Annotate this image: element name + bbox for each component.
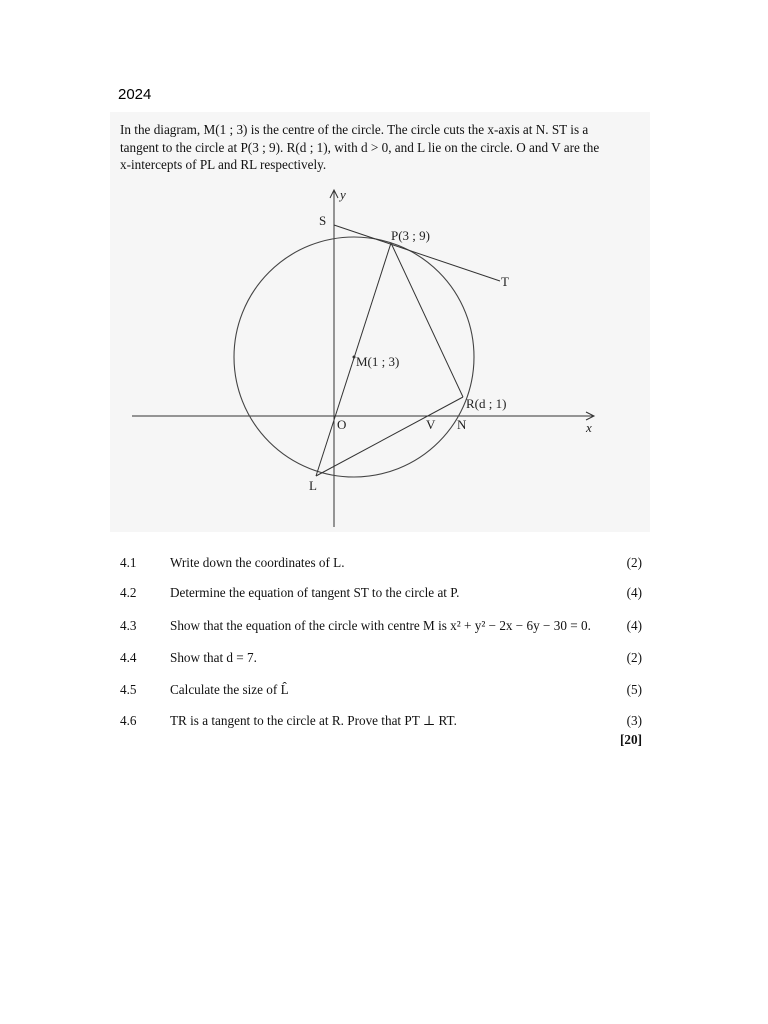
question-marks: (2) <box>626 650 642 665</box>
year-heading: 2024 <box>118 86 152 103</box>
question-text: Show that the equation of the circle with centre M is x² + y² − 2x − 6y − 30 = 0. <box>170 618 591 633</box>
question-marks: (2) <box>626 555 642 570</box>
question-4-1 <box>120 555 650 577</box>
label-p: P(3 ; 9) <box>391 228 430 243</box>
intro-line-2: tangent to the circle at P(3 ; 9). R(d ; 1), with d > 0, and L lie on the circle. O and V are the <box>120 139 600 155</box>
question-marks: (4) <box>626 618 642 633</box>
intro-line-3: x-intercepts of PL and RL respectively. <box>120 157 327 172</box>
question-4-3 <box>120 618 650 640</box>
question-number: 4.3 <box>120 618 137 633</box>
question-number: 4.1 <box>120 555 137 570</box>
question-4-5 <box>120 682 650 704</box>
question-text: Determine the equation of tangent ST to the circle at P. <box>170 585 460 600</box>
question-text: Write down the coordinates of L. <box>170 555 345 570</box>
question-number: 4.5 <box>120 682 137 697</box>
label-r: R(d ; 1) <box>466 396 507 411</box>
question-4-4 <box>120 650 650 672</box>
label-y-axis: y <box>340 187 346 202</box>
question-text: Calculate the size of L̂ <box>170 682 289 697</box>
intro-line-1: In the diagram, M(1 ; 3) is the centre of the circle. The circle cuts the x-axis at N. ST is a <box>120 122 589 137</box>
question-number: 4.2 <box>120 585 137 600</box>
label-t: T <box>501 274 509 289</box>
question-number: 4.4 <box>120 650 137 665</box>
question-4-2 <box>120 585 650 607</box>
question-marks: (3) <box>626 713 642 728</box>
line-pr <box>391 243 463 397</box>
total-marks: [20] <box>620 732 642 747</box>
question-marks: (4) <box>626 585 642 600</box>
question-4-6 <box>120 713 650 735</box>
label-x-axis: x <box>586 420 592 435</box>
label-o: O <box>337 417 347 432</box>
label-m: M(1 ; 3) <box>356 354 400 369</box>
question-text: TR is a tangent to the circle at R. Prove that PT ⊥ RT. <box>170 713 457 728</box>
question-text: Show that d = 7. <box>170 650 257 665</box>
label-l: L <box>309 478 317 493</box>
question-marks: (5) <box>626 682 642 697</box>
label-n: N <box>457 417 467 432</box>
label-v: V <box>426 417 436 432</box>
label-s: S <box>319 213 327 228</box>
question-number: 4.6 <box>120 713 137 728</box>
